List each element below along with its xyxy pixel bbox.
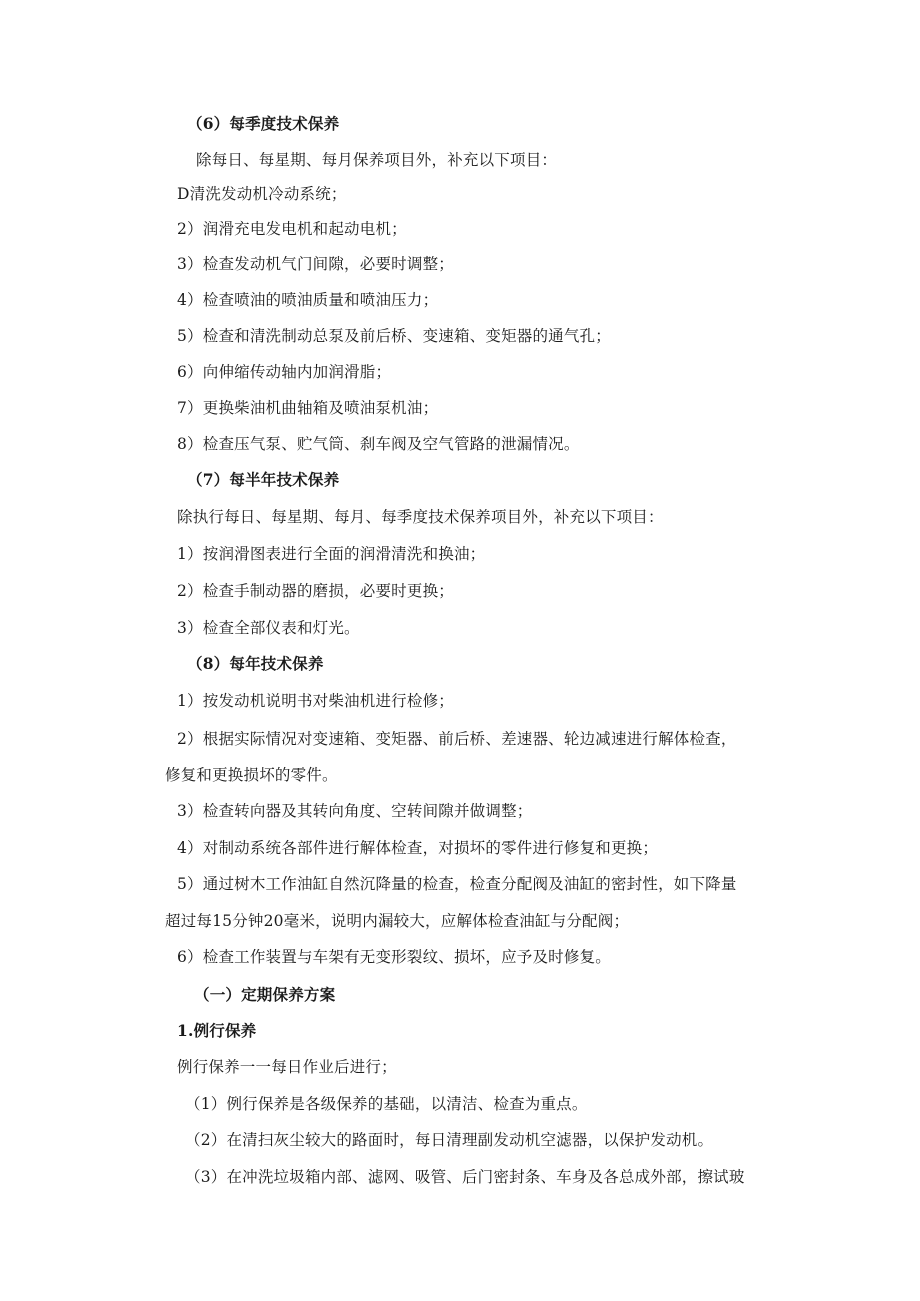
section-heading-half-year: （7）每半年技术保养	[187, 470, 340, 489]
list-item-continuation: 修复和更换损坏的零件。	[165, 766, 338, 784]
list-item: 7）更换柴油机曲轴箱及喷油泵机油；	[177, 399, 439, 417]
list-item: 5）检查和清洗制动总泵及前后桥、变速箱、变矩器的通气孔；	[177, 327, 611, 345]
list-item: 6）向伸缩传动轴内加润滑脂；	[177, 363, 392, 381]
list-item: （1）例行保养是各级保养的基础，以清洁、检查为重点。	[185, 1095, 588, 1113]
list-item: 6）检查工作装置与车架有无变形裂纹、损坏，应予及时修复。	[177, 948, 611, 966]
section-heading-periodic-plan: （一）定期保养方案	[194, 985, 336, 1004]
list-item: D清洗发动机冷动系统；	[177, 185, 347, 203]
list-item: 5）通过树木工作油缸自然沉降量的检查，检查分配阀及油缸的密封性，如下降量	[177, 875, 737, 893]
list-item: 4）对制动系统各部件进行解体检查，对损坏的零件进行修复和更换；	[177, 839, 659, 857]
list-item: （3）在冲洗垃圾箱内部、滤网、吸管、后门密封条、车身及各总成外部，擦试玻	[185, 1168, 745, 1186]
list-item: 3）检查全部仪表和灯光。	[177, 619, 360, 637]
list-item: 1）按润滑图表进行全面的润滑清洗和换油；	[177, 545, 486, 563]
section-heading-quarterly: （6）每季度技术保养	[187, 114, 340, 133]
list-item: 4）检查喷油的喷油质量和喷油压力；	[177, 291, 439, 309]
list-item: 2）润滑充电发电机和起动电机；	[177, 220, 407, 238]
list-item: （2）在清扫灰尘较大的路面时，每日清理副发动机空滤器，以保护发动机。	[185, 1131, 714, 1149]
list-item: 8）检查压气泵、贮气筒、刹车阀及空气管路的泄漏情况。	[177, 435, 580, 453]
subsection-heading-routine: 1.例行保养	[177, 1021, 257, 1040]
paragraph-line: 例行保养一一每日作业后进行；	[177, 1058, 397, 1076]
list-item: 2）根据实际情况对变速箱、变矩器、前后桥、差速器、轮边减速进行解体检查，	[177, 730, 737, 748]
list-item-continuation: 超过每15分钟20毫米，说明内漏较大，应解体检查油缸与分配阀；	[165, 912, 630, 930]
paragraph-line: 除每日、每星期、每月保养项目外，补充以下项目：	[196, 151, 558, 169]
list-item: 3）检查转向器及其转向角度、空转间隙并做调整；	[177, 802, 533, 820]
section-heading-yearly: （8）每年技术保养	[187, 654, 324, 673]
list-item: 2）检查手制动器的磨损，必要时更换；	[177, 582, 454, 600]
list-item: 3）检查发动机气门间隙，必要时调整；	[177, 255, 454, 273]
list-item: 1）按发动机说明书对柴油机进行检修；	[177, 692, 454, 710]
paragraph-line: 除执行每日、每星期、每月、每季度技术保养项目外，补充以下项目：	[177, 508, 664, 526]
